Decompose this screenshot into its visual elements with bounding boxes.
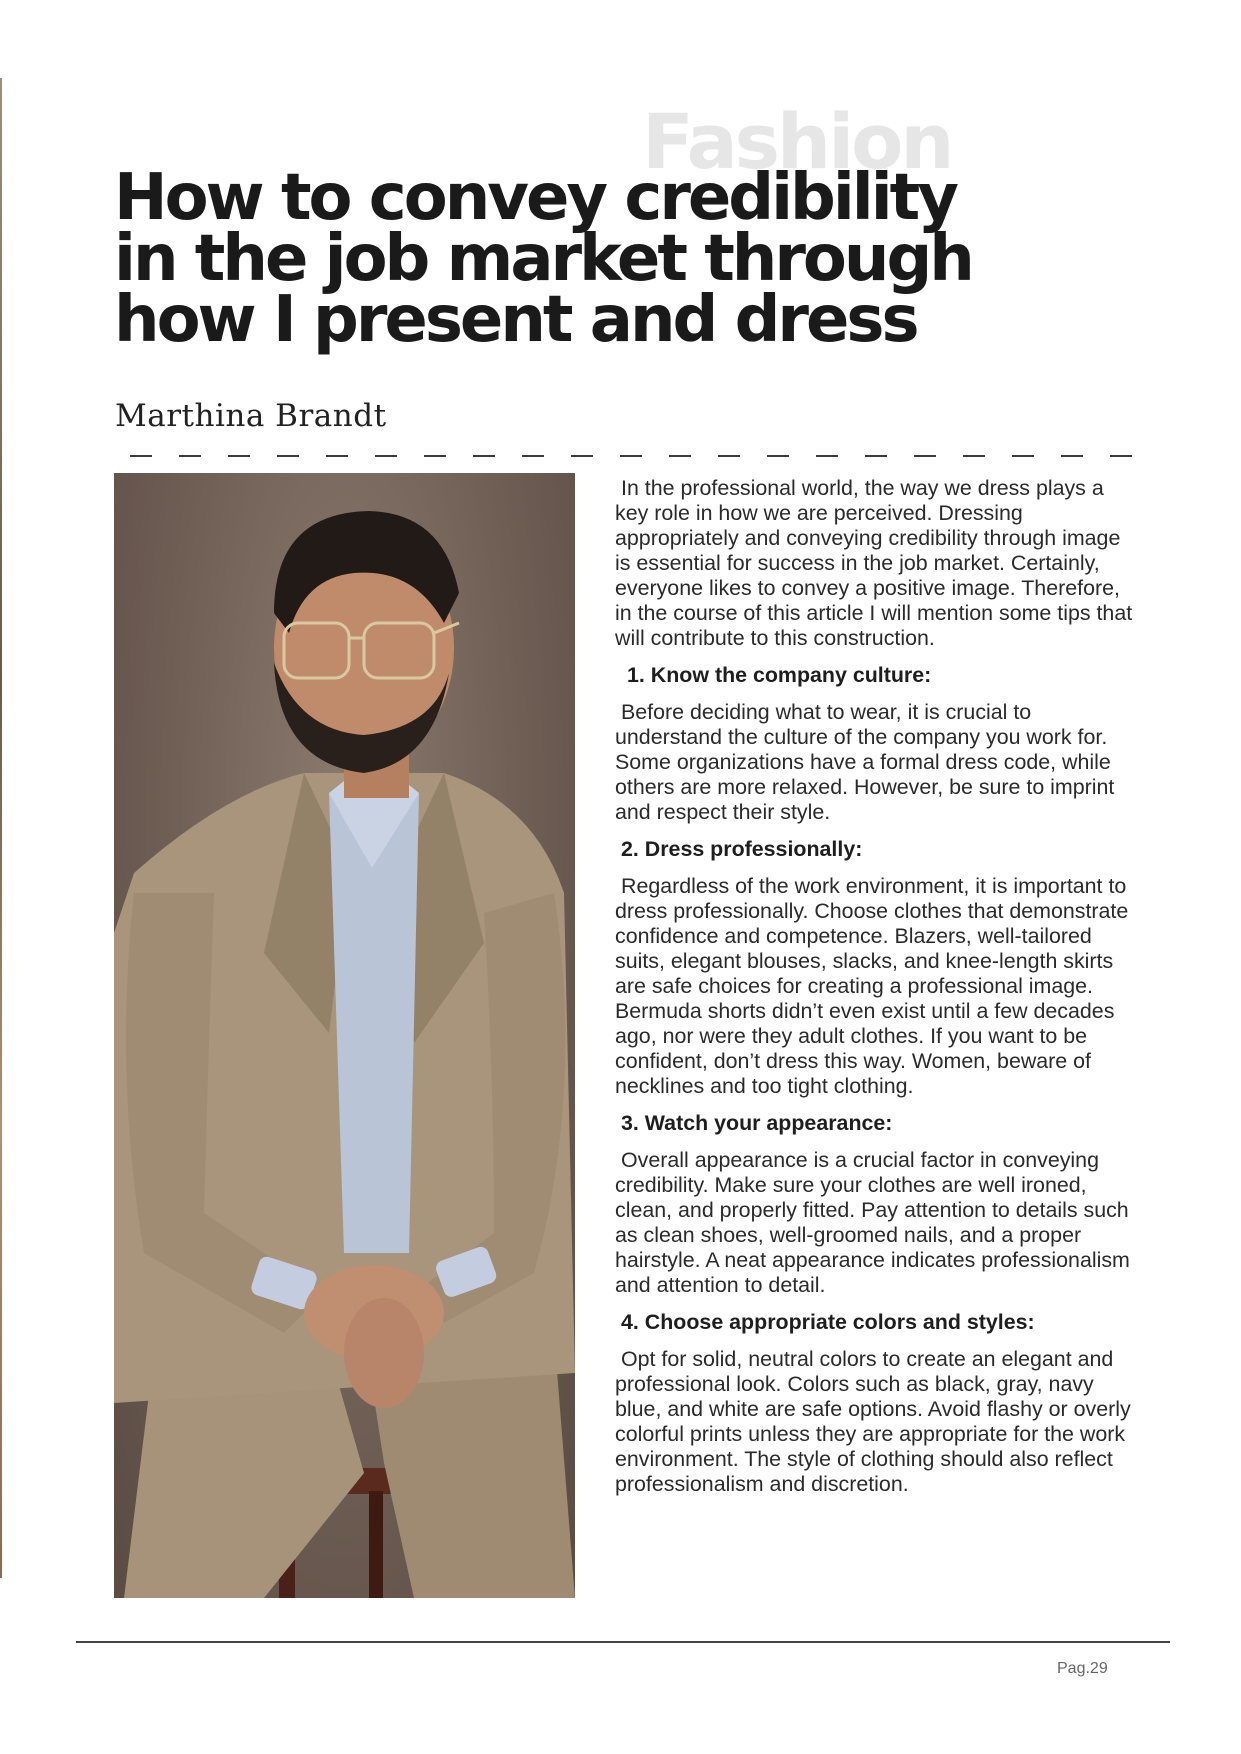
section-heading-1: 1. Know the company culture:: [627, 663, 932, 687]
article-title: How to convey credibility in the job market through how I present and dress: [114, 161, 972, 357]
section-paragraph-2: Regardless of the work environment, it is important to dress professionally. Choose clothes that demonstrate confidence and competence. Blazers, well-tailored suits, elegant blouses, slacks, and knee-length skirts are safe choices for creating a professional image. Bermuda shorts didn’t even exist until a few decades ago, nor were they adult clothes. If you want to be confident, don’t dress this way. Women, beware of necklines and too tight clothing.: [615, 874, 1129, 1098]
adjacent-page-edge: [0, 78, 2, 1578]
author-name: Marthina Brandt: [115, 398, 387, 434]
article-photo: [114, 473, 575, 1598]
page-number: Pag.29: [1057, 1660, 1108, 1677]
portrait-illustration: [114, 473, 575, 1598]
section-label: Fashion: [642, 97, 952, 186]
section-paragraph-4: Opt for solid, neutral colors to create an elegant and professional look. Colors such as black, gray, navy blue, and white are safe options. Avoid flashy or overly colorful prints unless they are appropriate for the work environment. The style of clothing should also reflect professionalism and discretion.: [615, 1347, 1131, 1496]
article-body: [615, 476, 1135, 1509]
intro-paragraph: In the professional world, the way we dress plays a key role in how we are perceived. Dressing appropriately and conveying credibility through image is essential for success in the job market. Certainly, everyone likes to convey a positive image. Therefore, in the course of this article I will mention some tips that will contribute to this construction.: [615, 476, 1133, 650]
section-paragraph-1: Before deciding what to wear, it is crucial to understand the culture of the company you work for. Some organizations have a formal dress code, while others are more relaxed. However, be sure to imprint and respect their style.: [615, 700, 1115, 824]
dashed-divider: [130, 455, 1150, 457]
section-heading-2: 2. Dress professionally:: [621, 837, 863, 861]
section-heading-4: 4. Choose appropriate colors and styles:: [621, 1310, 1035, 1334]
footer-rule: [76, 1641, 1170, 1643]
section-heading-3: 3. Watch your appearance:: [621, 1111, 893, 1135]
section-paragraph-3: Overall appearance is a crucial factor in conveying credibility. Make sure your clothes are well ironed, clean, and properly fitted. Pay attention to details such as clean shoes, well-groomed nails, and a proper hairstyle. A neat appearance indicates professionalism and attention to detail.: [615, 1148, 1130, 1297]
